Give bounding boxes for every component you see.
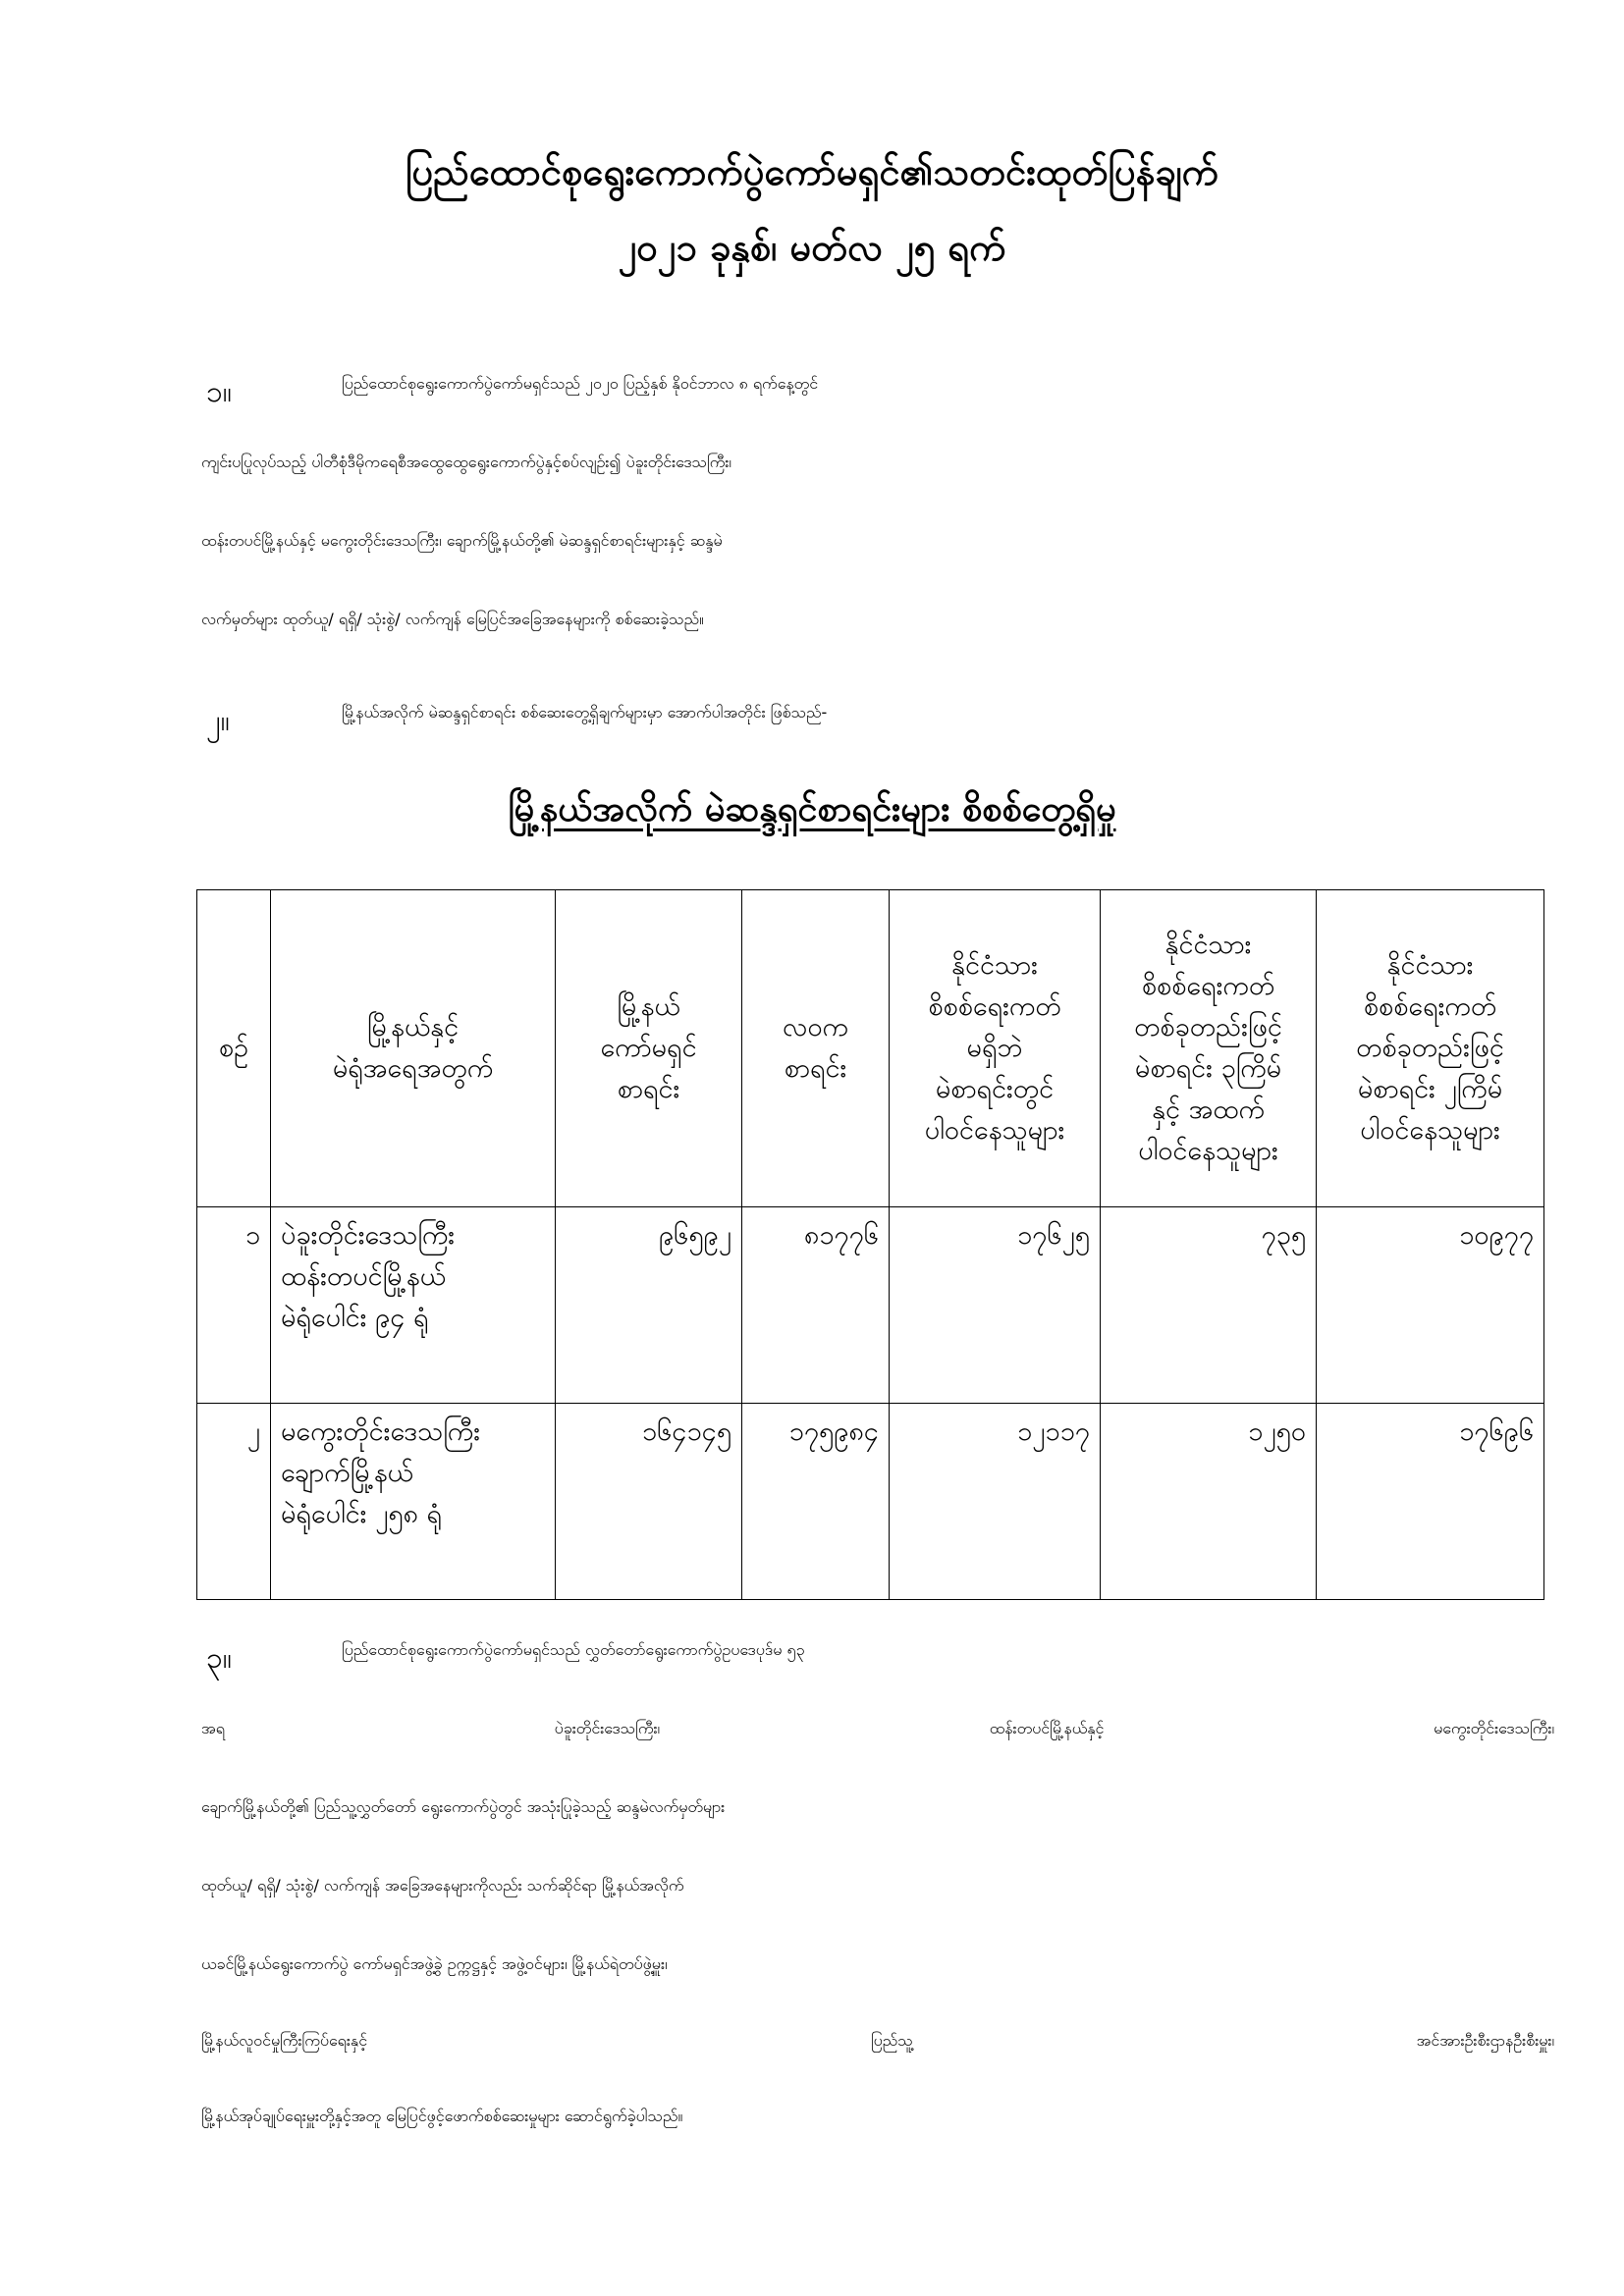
header-cell-no (197, 890, 271, 1207)
header-cell-three-times (1101, 890, 1317, 1207)
word: အင်အားဦးစီးဌာနဦးစီးမှူး၊ (1416, 2031, 1554, 2050)
table-title: မြို့နယ်အလိုက် မဲဆန္ဒရှင်စာရင်းများ စိစစ်တွေ့ရှိမှု (508, 789, 1116, 829)
paragraph-number: ၂။ (206, 704, 230, 738)
township-line: ထန်းတပင်မြို့နယ် (281, 1261, 446, 1292)
header-cell-no-card (890, 890, 1101, 1207)
paragraph-number: ၁။ (206, 375, 232, 409)
table-row (197, 1404, 1544, 1600)
paragraph-line (201, 2030, 1554, 2054)
paragraph-line: ချောက်မြို့နယ်တို့၏ ပြည်သူ့လွှတ်တော် ရွေးကောက်ပွဲတွင် အသုံးပြုခဲ့သည့် ဆန္ဒမဲလက်မှတ်များ (201, 1797, 726, 1816)
paragraph-line: ပြည်ထောင်စုရွေးကောက်ပွဲကော်မရှင်သည် ၂၀၂၀ ပြည့်နှစ် နိုဝင်ဘာလ ၈ ရက်နေ့တွင် (342, 374, 819, 393)
no-card-count: ၁၂၁၁၇ (890, 1404, 1101, 1600)
header-text: မဲစာရင်း ၃ကြိမ် (1134, 1053, 1282, 1084)
paragraph-line (201, 1718, 1554, 1741)
header-text: ပါဝင်နေသူများ (1138, 1136, 1278, 1166)
header-text: စိစစ်ရေးကတ် (1141, 971, 1275, 1001)
header-text: စဉ် (218, 1033, 249, 1063)
table-header-row (197, 890, 1544, 1207)
header-text: ပါဝင်နေသူများ (924, 1115, 1065, 1146)
header-text: ကော်မရှင် (600, 1033, 697, 1063)
three-times-count: ၁၂၅၀ (1101, 1404, 1317, 1600)
header-text: နိုင်ငံသား (951, 950, 1038, 981)
word: အရ (201, 1719, 225, 1737)
header-text: စာရင်း (617, 1074, 680, 1104)
table-row (197, 1207, 1544, 1404)
word: ပဲခူးတိုင်းဒေသကြီး၊ (554, 1719, 661, 1737)
document-date: ၂၀၂၁ ခုနှစ်၊ မတ်လ ၂၅ ရက် (618, 226, 1006, 269)
word: ထန်းတပင်မြို့နယ်နှင့် (989, 1719, 1105, 1737)
header-text: တစ်ခုတည်းဖြင့် (1356, 1033, 1504, 1063)
word: မြို့နယ်လူဝင်မှုကြီးကြပ်ရေးနှင့် (201, 2031, 368, 2050)
township-cell (271, 1207, 556, 1404)
township-line: ချောက်မြို့နယ် (281, 1458, 413, 1488)
paragraph-number: ၃။ (206, 1641, 232, 1676)
paragraph-line: ပြည်ထောင်စုရွေးကောက်ပွဲကော်မရှင်သည် လွှတ်တော်ရွေးကောက်ပွဲဥပဒေပုဒ်မ ၅၃ (342, 1640, 805, 1659)
header-text: နှင့် အထက် (1152, 1095, 1265, 1125)
commission-count: ၁၆၄၁၄၅ (556, 1404, 742, 1600)
no-card-count: ၁၇၆၂၅ (890, 1207, 1101, 1404)
header-cell-two-times (1317, 890, 1544, 1207)
header-text: လဝက (783, 1012, 848, 1042)
paragraph-line: ထုတ်ယူ/ ရရှိ/ သုံးစွဲ/ လက်ကျန် အခြေအနေများကိုလည်း သက်ဆိုင်ရာ မြို့နယ်အလိုက် (201, 1876, 684, 1895)
voter-list-table (196, 889, 1544, 1600)
header-text: စိစစ်ရေးကတ် (928, 991, 1061, 1022)
paragraph-line: ကျင်းပပြုလုပ်သည့် ပါတီစုံဒီမိုကရေစီအထွေထွေရွေးကောက်ပွဲနှင့်စပ်လျဉ်း၍ ပဲခူးတိုင်းဒေသကြီး၊ (201, 453, 731, 471)
row-number: ၂ (197, 1404, 271, 1600)
header-cell-commission-list (556, 890, 742, 1207)
paragraph-line: ထန်းတပင်မြို့နယ်နှင့် မကွေးတိုင်းဒေသကြီး၊ ချောက်မြို့နယ်တို့၏ မဲဆန္ဒရှင်စာရင်းများနှင့် ဆန္ဒမဲ (201, 531, 723, 550)
word: ပြည်သူ့ (870, 2031, 913, 2050)
paragraph-line: မြို့နယ်အုပ်ချုပ်ရေးမှူးတို့နှင့်အတူ မြေပြင်ဖွင့်ဖောက်စစ်ဆေးမှုများ ဆောင်ရွက်ခဲ့ပါသည်။ (201, 2107, 683, 2125)
township-line: မဲရုံပေါင်း ၉၄ ရုံ (281, 1303, 429, 1333)
township-line: မကွေးတိုင်းဒေသကြီး (281, 1416, 481, 1447)
paragraph-line: ယခင်မြို့နယ်ရွေးကောက်ပွဲ ကော်မရှင်အဖွဲ့ခွဲ ဥက္ကဋ္ဌနှင့် အဖွဲ့ဝင်များ၊ မြို့နယ်ရဲတပ်ဖွဲ့မှူး၊ (201, 1954, 668, 1973)
three-times-count: ၇၃၅ (1101, 1207, 1317, 1404)
header-cell-township (271, 890, 556, 1207)
township-cell (271, 1404, 556, 1600)
header-text: မဲရုံအရေအတွက် (332, 1053, 494, 1084)
header-text: မဲစာရင်း ၂ကြိမ် (1357, 1074, 1503, 1104)
word: မကွေးတိုင်းဒေသကြီး၊ (1434, 1719, 1554, 1737)
header-text: မြို့နယ်နှင့် (366, 1012, 460, 1042)
paragraph-line: လက်မှတ်များ ထုတ်ယူ/ ရရှိ/ သုံးစွဲ/ လက်ကျန် မြေပြင်အခြေအနေများကို စစ်ဆေးခဲ့သည်။ (201, 610, 704, 628)
header-text: နိုင်ငံသား (1164, 930, 1252, 960)
document-title: ပြည်ထောင်စုရွေးကောက်ပွဲကော်မရှင်၏သတင်းထုတ်ပြန်ချက် (406, 150, 1218, 193)
header-text: မရှိဘဲ (966, 1033, 1023, 1063)
township-line: မဲရုံပေါင်း ၂၅၈ ရုံ (281, 1499, 443, 1529)
two-times-count: ၁၀၉၇၇ (1317, 1207, 1544, 1404)
header-text: စာရင်း (784, 1053, 847, 1084)
header-text: စိစစ်ရေးကတ် (1363, 991, 1497, 1022)
paragraph-line: မြို့နယ်အလိုက် မဲဆန္ဒရှင်စာရင်း စစ်ဆေးတွေ့ရှိချက်များမှာ အောက်ပါအတိုင်း ဖြစ်သည်- (342, 703, 828, 721)
township-line: ပဲခူးတိုင်းဒေသကြီး (281, 1220, 456, 1251)
immigration-count: ၁၇၅၉၈၄ (742, 1404, 890, 1600)
header-text: တစ်ခုတည်းဖြင့် (1134, 1012, 1282, 1042)
header-text: မဲစာရင်းတွင် (935, 1074, 1055, 1104)
header-text: ပါဝင်နေသူများ (1360, 1115, 1500, 1146)
header-text: မြို့နယ် (617, 991, 680, 1022)
commission-count: ၉၆၅၉၂ (556, 1207, 742, 1404)
row-number: ၁ (197, 1207, 271, 1404)
header-text: နိုင်ငံသား (1386, 950, 1474, 981)
header-cell-immigration-list (742, 890, 890, 1207)
immigration-count: ၈၁၇၇၆ (742, 1207, 890, 1404)
two-times-count: ၁၇၆၉၆ (1317, 1404, 1544, 1600)
